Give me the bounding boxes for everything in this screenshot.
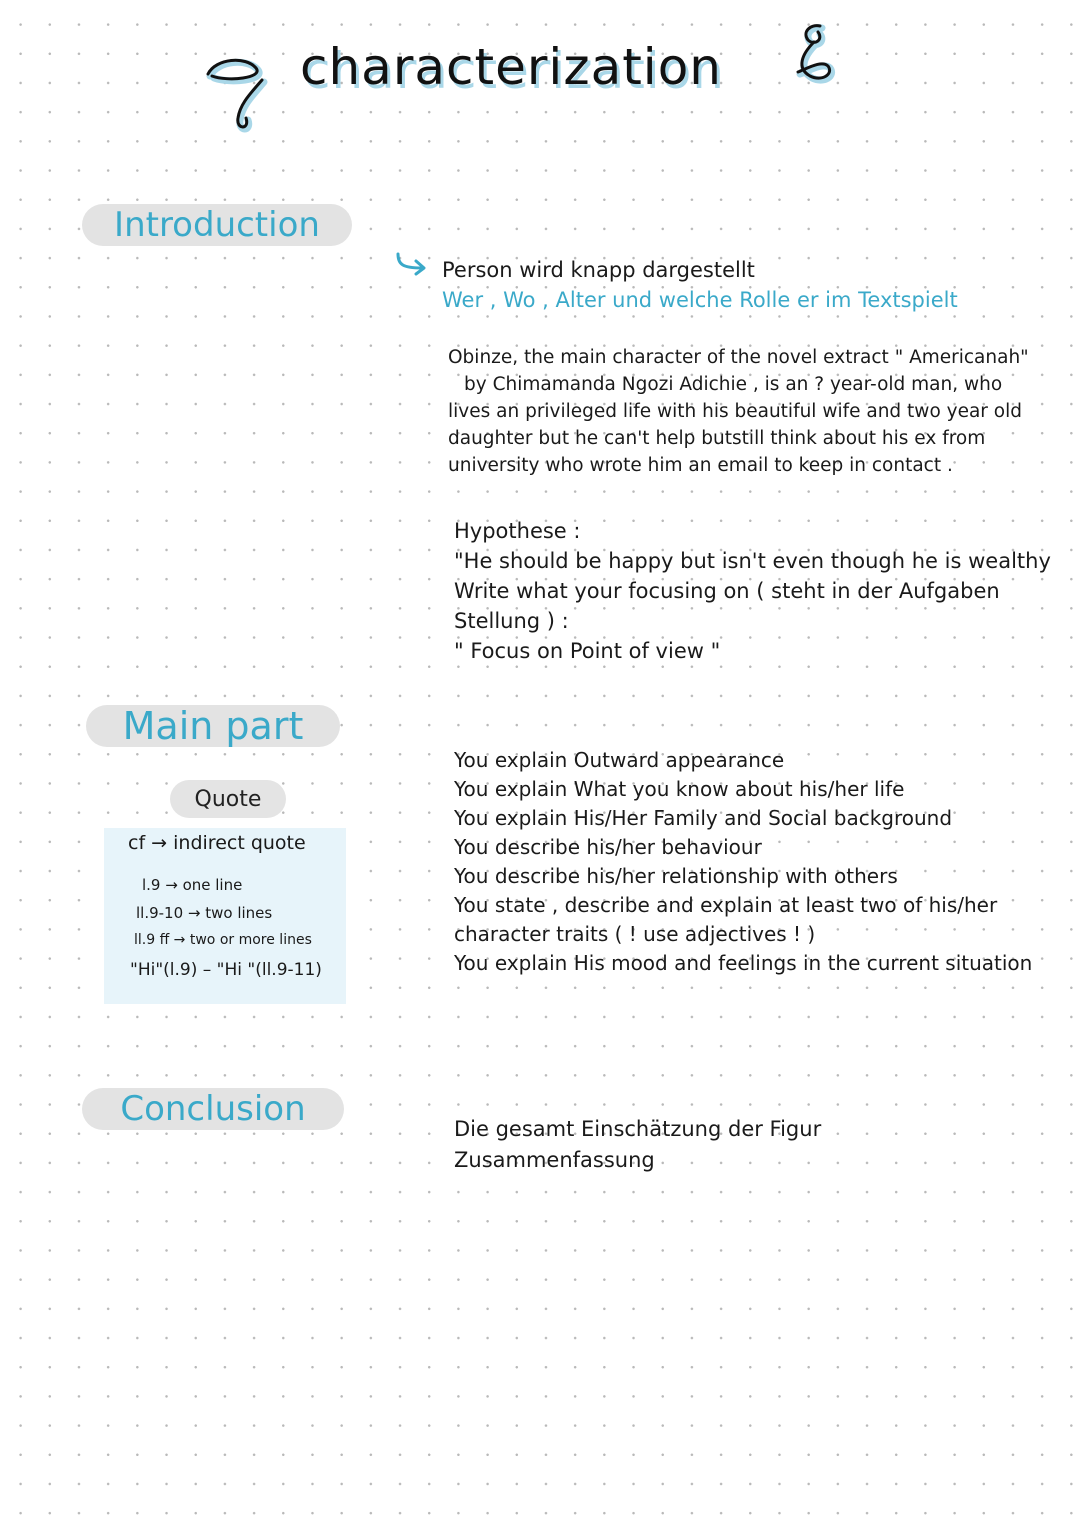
quote-rule-line: cf → indirect quote [128, 832, 306, 854]
main-part-item: You explain What you know about his/her life [454, 777, 905, 801]
main-part-item: You explain His mood and feelings in the current situation [454, 951, 1033, 975]
main-part-item: You explain His/Her Family and Social background [454, 806, 953, 830]
quote-rule-line: ll.9-10 → two lines [136, 904, 273, 922]
intro-paragraph [448, 344, 1029, 479]
quote-rule-line: ll.9 ff → two or more lines [134, 932, 312, 948]
conclusion-line: Zusammenfassung [454, 1148, 655, 1172]
hypothesis-line: Write what your focusing on ( steht in der Aufgaben [454, 579, 1000, 603]
quote-rule-line: l.9 → one line [142, 876, 243, 894]
intro-paragraph-line: daughter but he can't help butstill think about his ex from [448, 428, 986, 449]
main-part-item: You describe his/her relationship with others [454, 864, 898, 888]
main-part-item: character traits ( ! use adjectives ! ) [454, 922, 816, 946]
right-flourish-icon [786, 22, 846, 92]
hypothesis-line: "He should be happy but isn't even though he is wealthy [454, 549, 1051, 573]
intro-paragraph-line: university who wrote him an email to keep in contact . [448, 455, 953, 476]
conclusion-block [454, 1114, 821, 1176]
quote-rule-line: "Hi"(l.9) – "Hi "(ll.9-11) [130, 960, 322, 980]
hypothesis-line: " Focus on Point of view " [454, 639, 721, 663]
hypothesis-line: Hypothese : [454, 519, 581, 543]
main-part-list [454, 746, 1032, 978]
left-flourish-icon [200, 48, 280, 138]
intro-paragraph-line: by Chimamanda Ngozi Adichie , is an ? year-old man, who [464, 374, 1003, 395]
section-introduction-label: Introduction [82, 204, 352, 246]
intro-blue-line: Wer , Wo , Alter und welche Rolle er im Textspielt [442, 288, 958, 312]
section-conclusion-label: Conclusion [82, 1088, 344, 1130]
quote-label: Quote [170, 780, 286, 818]
quote-rules-box [104, 828, 346, 1004]
main-part-item: You describe his/her behaviour [454, 835, 762, 859]
page-title: characterization [300, 38, 722, 96]
intro-paragraph-line: Obinze, the main character of the novel extract " Americanah" [448, 347, 1029, 368]
turn-right-arrow-icon [392, 250, 432, 280]
intro-paragraph-line: lives an privileged life with his beautiful wife and two year old [448, 401, 1022, 422]
main-part-item: You state , describe and explain at least two of his/her [454, 893, 998, 917]
hypothesis-block [454, 516, 1051, 666]
conclusion-line: Die gesamt Einschätzung der Figur [454, 1117, 822, 1141]
hypothesis-line: Stellung ) : [454, 609, 569, 633]
main-part-item: You explain Outward appearance [454, 748, 785, 772]
intro-arrow-line: Person wird knapp dargestellt [442, 258, 755, 282]
section-main-part-label: Main part [86, 705, 340, 747]
